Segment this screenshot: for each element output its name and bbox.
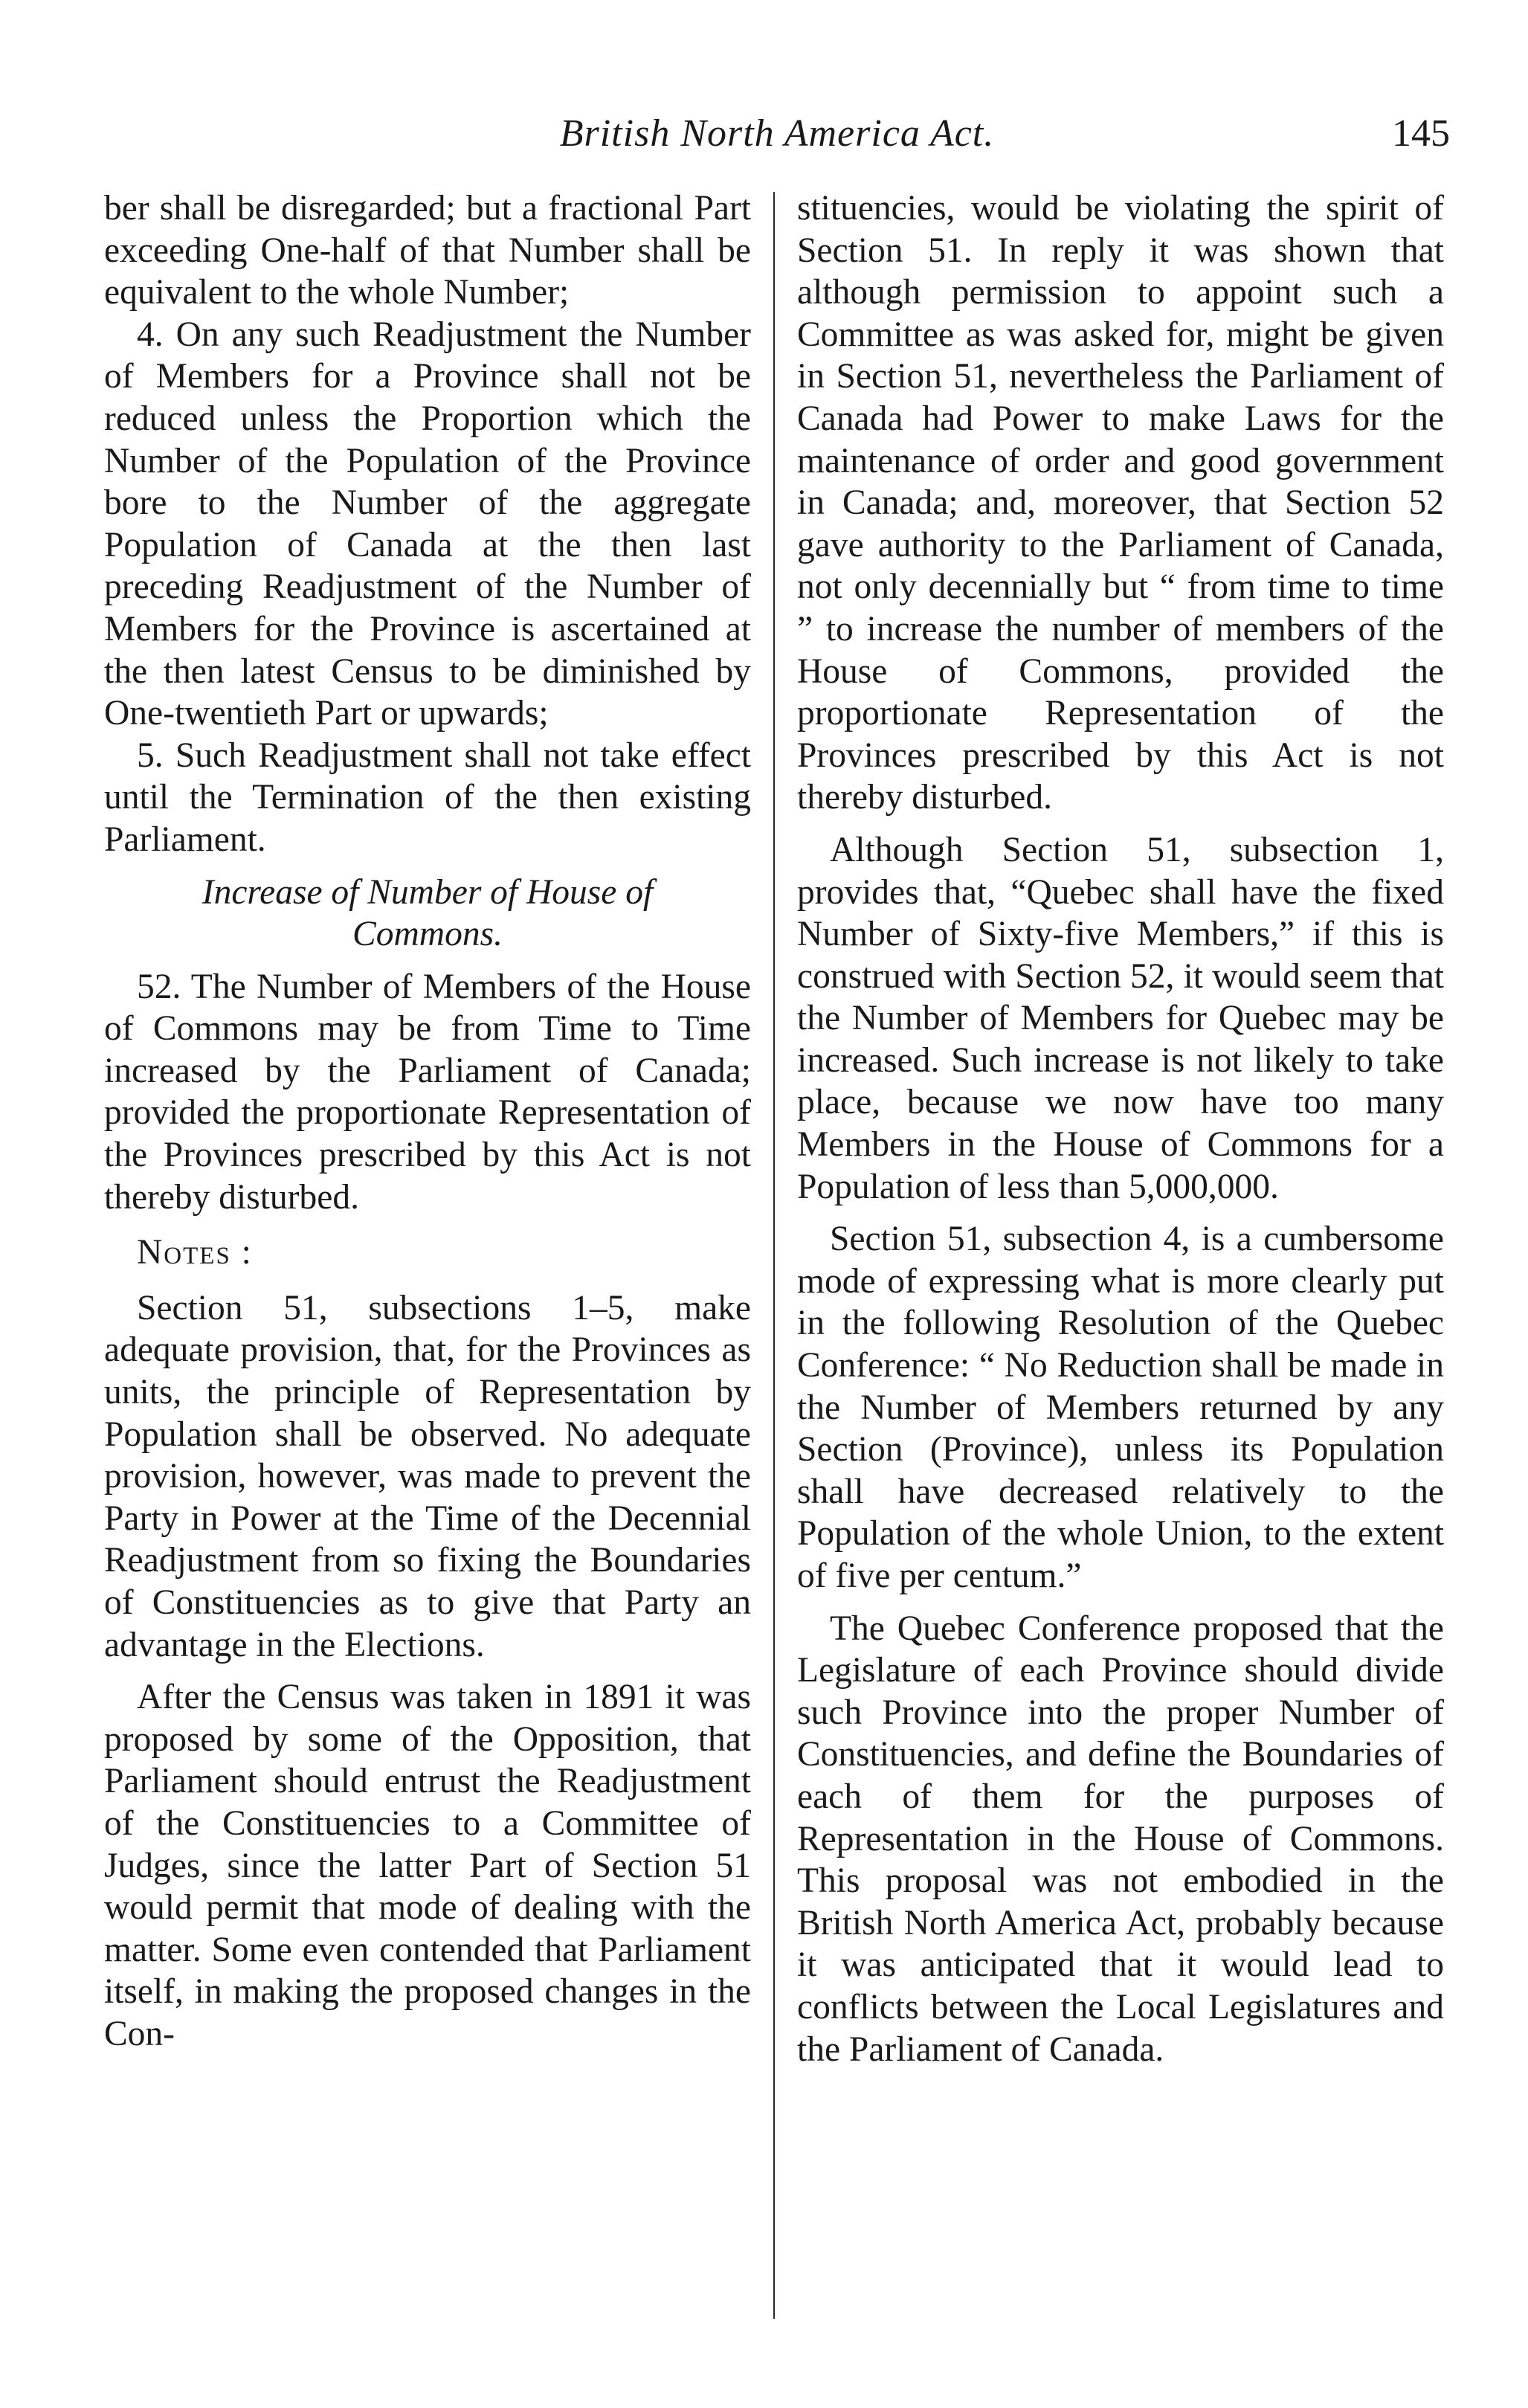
paragraph-subsection-5: 5. Such Readjustment shall not take effect until the Termination of the then existing Parliament. (104, 735, 751, 859)
right-column (797, 187, 1444, 2070)
paragraph-census-1891: After the Census was taken in 1891 it was proposed by some of the Opposition, that Parliament should entrust the Readjustment of the Constituencies to a Committee of Judges, since the latter Part of Section 51 would permit that mode of dealing with the matter. Some even contended that Parliament itself, in making the proposed changes in the Con- (104, 1678, 751, 2053)
paragraph-quebec-members: Although Section 51, subsection 1, provides that, “Quebec shall have the fixed Number of Sixty-five Members,” if this is construed with Section 52, it would seem that the Number of Members for Quebec may be increased. Such increase is not likely to take place, because we now have too many Members in the House of Commons for a Population of less than 5,000,000. (797, 830, 1444, 1206)
column-divider (773, 192, 775, 2319)
paragraph-note-section-51: Section 51, subsections 1–5, make adequate provision, that, for the Provinces as units, the principle of Representation by Population shall be observed. No adequate provision, however, was made to prevent the Party in Power at the Time of the Decennial Readjustment from so fixing the Boundaries of Constituencies as to give that Party an advantage in the Elections. (104, 1288, 751, 1664)
paragraph-section-52: 52. The Number of Members of the House of Commons may be from Time to Time increased by the Parliament of Canada; provided the proportionate Representation of the Provinces prescribed by this Act is not thereby disturbed. (104, 967, 751, 1217)
section-heading: Increase of Number of House of Commons. (202, 872, 654, 954)
page-header (104, 112, 1450, 171)
paragraph-subsection-4: 4. On any such Readjustment the Number of Members for a Province shall not be reduced unless the Proportion which the Number of the Population of the Province bore to the Number of the aggregate Population of Canada at the then last preceding Readjustment of the Number of Members for the Province is ascertained at the then latest Census to be diminished by One-twentieth Part or upwards; (104, 315, 751, 733)
paragraph-constituencies-reply: stituencies, would be violating the spirit of Section 51. In reply it was shown that although permission to appoint such a Committee as was asked for, might be given in Section 51, nevertheless the Parliament of Canada had Power to make Laws for the maintenance of order and good government in Canada; and, moreover, that Section 52 gave authority to the Parliament of Canada, not only decennially but “ from time to time ” to increase the number of members of the House of Commons, provided the proportionate Representation of the Provinces prescribed by this Act is not thereby disturbed. (797, 189, 1444, 817)
paragraph-subsection-4-note: Section 51, subsection 4, is a cumbersome mode of expressing what is more clearly put in the following Resolution of the Quebec Conference: “ No Reduction shall be made in the Number of Members returned by any Section (Province), unless its Population shall have decreased relatively to the Population of the whole Union, to the extent of five per centum.” (797, 1220, 1444, 1595)
notes-label: Notes : (137, 1233, 253, 1272)
paragraph-quebec-conference: The Quebec Conference proposed that the Legislature of each Province should divide such Province into the proper Number of Constituencies, and define the Boundaries of each of them for the purposes of Representation in the House of Commons. This proposal was not embodied in the British North America Act, probably because it was anticipated that it would lead to conflicts between the Local Legislatures and the Parliament of Canada. (797, 1609, 1444, 2069)
running-title: British North America Act. (559, 112, 995, 155)
page-number: 145 (1392, 112, 1450, 155)
left-column (104, 187, 751, 2056)
paragraph-fractional-part: ber shall be disregarded; but a fractional Part exceeding One-half of that Number shall be equivalent to the whole Number; (104, 189, 751, 312)
